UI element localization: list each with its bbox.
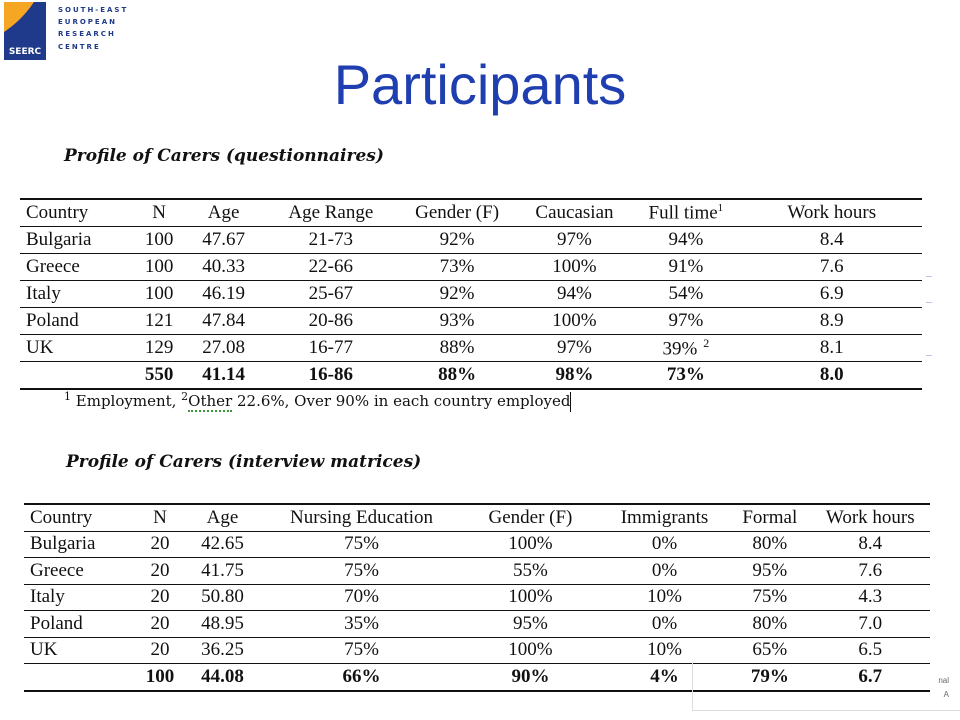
total-cell bbox=[20, 362, 137, 390]
cell-value: 100 bbox=[144, 229, 174, 250]
table-cell bbox=[137, 335, 181, 362]
col-header: Formal bbox=[729, 504, 810, 531]
total-cell: 44.08 bbox=[183, 664, 262, 691]
table-cell bbox=[742, 227, 922, 254]
table-cell bbox=[20, 308, 137, 335]
text-cursor bbox=[570, 392, 571, 412]
table-cell bbox=[181, 335, 266, 362]
table-cell bbox=[137, 531, 183, 558]
questionnaires-title[interactable]: Profile of Carers (questionnaires) bbox=[64, 146, 384, 166]
table-cell bbox=[266, 281, 395, 308]
table-cell bbox=[630, 335, 741, 362]
superscript: 2 bbox=[181, 390, 189, 403]
total-cell: 100 bbox=[137, 664, 183, 691]
table-cell bbox=[600, 611, 729, 638]
cell-value: 94% bbox=[668, 229, 704, 250]
cell-value: 100% bbox=[552, 256, 597, 277]
table-cell bbox=[395, 335, 518, 362]
table-row bbox=[20, 335, 922, 362]
corner-fragment-text: nal bbox=[938, 676, 949, 685]
table-row bbox=[24, 611, 930, 638]
cell-value: 95% bbox=[752, 559, 788, 581]
logo-text bbox=[58, 4, 128, 53]
total-cell: 79% bbox=[729, 664, 810, 691]
table-cell bbox=[395, 254, 518, 281]
table-cell bbox=[395, 281, 518, 308]
cell-value: 21-73 bbox=[308, 229, 353, 250]
table-cell bbox=[266, 308, 395, 335]
table-cell bbox=[811, 611, 930, 638]
table-cell bbox=[519, 308, 630, 335]
col-header: Full time bbox=[648, 202, 718, 224]
table-cell bbox=[183, 558, 262, 585]
cell-value: 75% bbox=[344, 639, 379, 661]
table-cell bbox=[630, 308, 741, 335]
questionnaires-table[interactable] bbox=[20, 198, 922, 390]
cell-value: 27.08 bbox=[202, 337, 245, 358]
cell-value: 95% bbox=[513, 612, 548, 634]
total-cell: 6.7 bbox=[811, 664, 930, 691]
col-header: N bbox=[137, 199, 181, 227]
col-header: Work hours bbox=[811, 504, 930, 531]
table-cell bbox=[266, 254, 395, 281]
cell-value: 129 bbox=[144, 337, 174, 358]
cell-value: 0% bbox=[651, 533, 678, 555]
table-cell bbox=[183, 637, 262, 664]
cell-value: 8.1 bbox=[819, 337, 844, 358]
table-cell bbox=[630, 281, 741, 308]
interviews-title[interactable]: Profile of Carers (interview matrices) bbox=[66, 452, 422, 472]
table-cell bbox=[181, 281, 266, 308]
table-cell bbox=[600, 584, 729, 611]
cell-value: 36.25 bbox=[201, 639, 244, 661]
table-cell bbox=[137, 227, 181, 254]
footnote-text: Employment, bbox=[71, 392, 182, 410]
table-cell bbox=[266, 335, 395, 362]
table-cell bbox=[729, 531, 810, 558]
table-row bbox=[24, 531, 930, 558]
table-cell bbox=[729, 611, 810, 638]
superscript: 1 bbox=[64, 390, 71, 403]
superscript: 1 bbox=[717, 201, 724, 214]
table-cell bbox=[630, 227, 741, 254]
table-row bbox=[24, 637, 930, 664]
table-cell bbox=[729, 584, 810, 611]
table-cell bbox=[811, 637, 930, 664]
col-header: Work hours bbox=[742, 199, 922, 227]
cell-value: 20 bbox=[150, 586, 170, 608]
table-cell bbox=[600, 637, 729, 664]
cell-value: 41.75 bbox=[201, 559, 244, 581]
cell-value: 39% bbox=[662, 338, 698, 360]
cell-value: 97% bbox=[557, 337, 592, 358]
table-row bbox=[20, 308, 922, 335]
cell-value: 100% bbox=[508, 639, 553, 661]
corner-fragment-text: A bbox=[943, 690, 949, 699]
cell-value: Bulgaria bbox=[26, 229, 92, 250]
cell-value: 40.33 bbox=[202, 256, 245, 277]
col-header: Country bbox=[20, 199, 137, 227]
cell-value: 73% bbox=[439, 256, 475, 277]
col-header: Nursing Education bbox=[262, 504, 461, 531]
table-cell bbox=[181, 254, 266, 281]
cell-value: 75% bbox=[344, 533, 379, 555]
cell-value: 6.5 bbox=[858, 639, 883, 661]
cell-value: 20 bbox=[150, 533, 170, 555]
edge-mark bbox=[926, 355, 932, 356]
cell-value: Greece bbox=[26, 256, 80, 277]
table-cell bbox=[600, 558, 729, 585]
table-cell bbox=[137, 584, 183, 611]
table-cell bbox=[262, 558, 461, 585]
edge-mark bbox=[926, 302, 932, 303]
table-cell bbox=[183, 531, 262, 558]
cell-value: 6.9 bbox=[819, 283, 844, 304]
table-cell bbox=[24, 531, 137, 558]
cell-value: 42.65 bbox=[201, 533, 244, 555]
table-cell bbox=[461, 637, 600, 664]
table-cell bbox=[262, 611, 461, 638]
col-header: Age bbox=[181, 199, 266, 227]
table-row bbox=[20, 227, 922, 254]
cell-value: Italy bbox=[30, 586, 65, 608]
table-cell bbox=[183, 584, 262, 611]
table-cell bbox=[395, 227, 518, 254]
table-cell bbox=[20, 227, 137, 254]
table-header-row bbox=[20, 199, 922, 227]
cell-value: 8.4 bbox=[858, 533, 883, 555]
col-header: Gender (F) bbox=[461, 504, 600, 531]
logo-line: RESEARCH bbox=[58, 30, 116, 39]
cell-value: 25-67 bbox=[308, 283, 353, 304]
total-cell: 98% bbox=[519, 362, 630, 390]
table-cell bbox=[600, 531, 729, 558]
col-header: Age bbox=[183, 504, 262, 531]
table-cell bbox=[461, 584, 600, 611]
table-cell bbox=[461, 611, 600, 638]
footnote[interactable] bbox=[64, 390, 571, 412]
col-header-full-time bbox=[630, 199, 741, 227]
table-cell bbox=[729, 558, 810, 585]
cell-value: 0% bbox=[651, 559, 678, 581]
table-cell bbox=[262, 531, 461, 558]
cell-value: 92% bbox=[439, 229, 475, 250]
total-cell: 88% bbox=[395, 362, 518, 390]
cell-value: 10% bbox=[647, 586, 682, 608]
table-cell bbox=[729, 637, 810, 664]
table-cell bbox=[137, 637, 183, 664]
cell-value: 8.9 bbox=[819, 310, 844, 331]
table-cell bbox=[519, 254, 630, 281]
logo-line: SOUTH-EAST bbox=[58, 6, 129, 14]
table-row bbox=[20, 254, 922, 281]
table-header-row bbox=[24, 504, 930, 531]
cell-value: 70% bbox=[344, 586, 379, 608]
cell-value: 100 bbox=[144, 256, 174, 277]
cell-value: 91% bbox=[668, 256, 704, 277]
cell-value: 20 bbox=[150, 559, 170, 581]
cell-value: 100% bbox=[552, 310, 597, 331]
cell-value: 100% bbox=[508, 586, 553, 608]
table-cell bbox=[24, 558, 137, 585]
table-cell bbox=[742, 335, 922, 362]
slide-title[interactable]: Participants bbox=[333, 53, 627, 116]
spellcheck-word: Other bbox=[188, 392, 233, 410]
table-cell bbox=[262, 584, 461, 611]
cell-value: Greece bbox=[30, 559, 84, 581]
cell-value: 46.19 bbox=[202, 283, 245, 304]
total-cell: 41.14 bbox=[181, 362, 266, 390]
logo-line: EUROPEAN bbox=[58, 18, 117, 27]
cell-value: 7.6 bbox=[858, 559, 883, 581]
cell-value: 8.4 bbox=[819, 229, 844, 250]
cell-value: 47.84 bbox=[202, 310, 245, 331]
table-cell bbox=[137, 611, 183, 638]
cell-value: 10% bbox=[647, 639, 682, 661]
table-cell bbox=[181, 227, 266, 254]
col-header: Gender (F) bbox=[395, 199, 518, 227]
table-cell bbox=[811, 584, 930, 611]
cell-value: 97% bbox=[668, 310, 704, 331]
table-cell bbox=[519, 335, 630, 362]
cell-value: 88% bbox=[439, 337, 475, 358]
cell-value: 50.80 bbox=[201, 586, 244, 608]
cell-value: 48.95 bbox=[201, 612, 244, 634]
total-cell: 8.0 bbox=[742, 362, 922, 390]
table-row bbox=[20, 281, 922, 308]
cell-value: UK bbox=[26, 337, 54, 358]
cell-value: 80% bbox=[752, 612, 788, 634]
cell-value: 92% bbox=[439, 283, 475, 304]
cell-value: 20 bbox=[150, 612, 170, 634]
cell-value: 65% bbox=[752, 639, 788, 661]
cell-value: 75% bbox=[344, 559, 379, 581]
table-cell bbox=[137, 254, 181, 281]
table-row bbox=[24, 584, 930, 611]
col-header: Caucasian bbox=[519, 199, 630, 227]
cell-value: 7.0 bbox=[858, 612, 883, 634]
logo-abbr: SEERC bbox=[8, 47, 42, 57]
table-cell bbox=[137, 281, 181, 308]
total-cell: 66% bbox=[262, 664, 461, 691]
superscript: 2 bbox=[703, 335, 710, 350]
total-cell: 4% bbox=[600, 664, 729, 691]
table-cell bbox=[24, 611, 137, 638]
table-cell bbox=[742, 308, 922, 335]
cell-value: 55% bbox=[513, 559, 548, 581]
cell-value: 16-77 bbox=[308, 337, 353, 358]
cell-value: 97% bbox=[557, 229, 592, 250]
table-cell bbox=[137, 308, 181, 335]
table-cell bbox=[137, 558, 183, 585]
table-cell bbox=[395, 308, 518, 335]
cell-value: 4.3 bbox=[858, 586, 883, 608]
cell-value: 121 bbox=[144, 310, 174, 331]
cell-value: 20-86 bbox=[308, 310, 353, 331]
table-cell bbox=[266, 227, 395, 254]
table-cell bbox=[181, 308, 266, 335]
cell-value: 100% bbox=[508, 533, 553, 555]
cell-value: 93% bbox=[439, 310, 475, 331]
cell-value: Poland bbox=[30, 612, 83, 634]
footnote-text: 22.6%, Over 90% in each country employed bbox=[232, 392, 571, 410]
cell-value: Bulgaria bbox=[30, 533, 96, 555]
table-cell bbox=[519, 281, 630, 308]
table-cell bbox=[811, 531, 930, 558]
table-cell bbox=[24, 637, 137, 664]
table-cell bbox=[811, 558, 930, 585]
table-cell bbox=[20, 335, 137, 362]
col-header: Age Range bbox=[266, 199, 395, 227]
cell-value: 47.67 bbox=[202, 229, 245, 250]
cell-value: 20 bbox=[150, 639, 170, 661]
cell-value: 0% bbox=[651, 612, 678, 634]
table-cell bbox=[461, 531, 600, 558]
table-cell bbox=[183, 611, 262, 638]
cell-value: 94% bbox=[557, 283, 592, 304]
table-cell bbox=[742, 254, 922, 281]
col-header: Country bbox=[24, 504, 137, 531]
table-cell bbox=[20, 254, 137, 281]
table-cell bbox=[630, 254, 741, 281]
total-cell: 16-86 bbox=[266, 362, 395, 390]
cell-value: 35% bbox=[344, 612, 379, 634]
table-row bbox=[24, 558, 930, 585]
table-cell bbox=[20, 281, 137, 308]
table-cell bbox=[461, 558, 600, 585]
corner-fragment bbox=[692, 662, 960, 711]
total-cell: 73% bbox=[630, 362, 741, 390]
logo-line: CENTRE bbox=[58, 42, 101, 51]
col-header: N bbox=[137, 504, 183, 531]
total-cell: 90% bbox=[461, 664, 600, 691]
total-cell bbox=[24, 664, 137, 691]
cell-value: UK bbox=[30, 639, 58, 661]
total-cell: 550 bbox=[137, 362, 181, 390]
table-cell bbox=[519, 227, 630, 254]
col-header: Immigrants bbox=[600, 504, 729, 531]
cell-value: 100 bbox=[144, 283, 174, 304]
cell-value: 54% bbox=[668, 283, 704, 304]
table-cell bbox=[742, 281, 922, 308]
cell-value: 80% bbox=[752, 533, 788, 555]
cell-value: 22-66 bbox=[308, 256, 353, 277]
cell-value: Italy bbox=[26, 283, 61, 304]
cell-value: Poland bbox=[26, 310, 79, 331]
table-cell bbox=[262, 637, 461, 664]
cell-value: 75% bbox=[752, 586, 788, 608]
table-total-row bbox=[20, 362, 922, 390]
edge-mark bbox=[926, 276, 932, 277]
cell-value: 7.6 bbox=[819, 256, 844, 277]
table-cell bbox=[24, 584, 137, 611]
